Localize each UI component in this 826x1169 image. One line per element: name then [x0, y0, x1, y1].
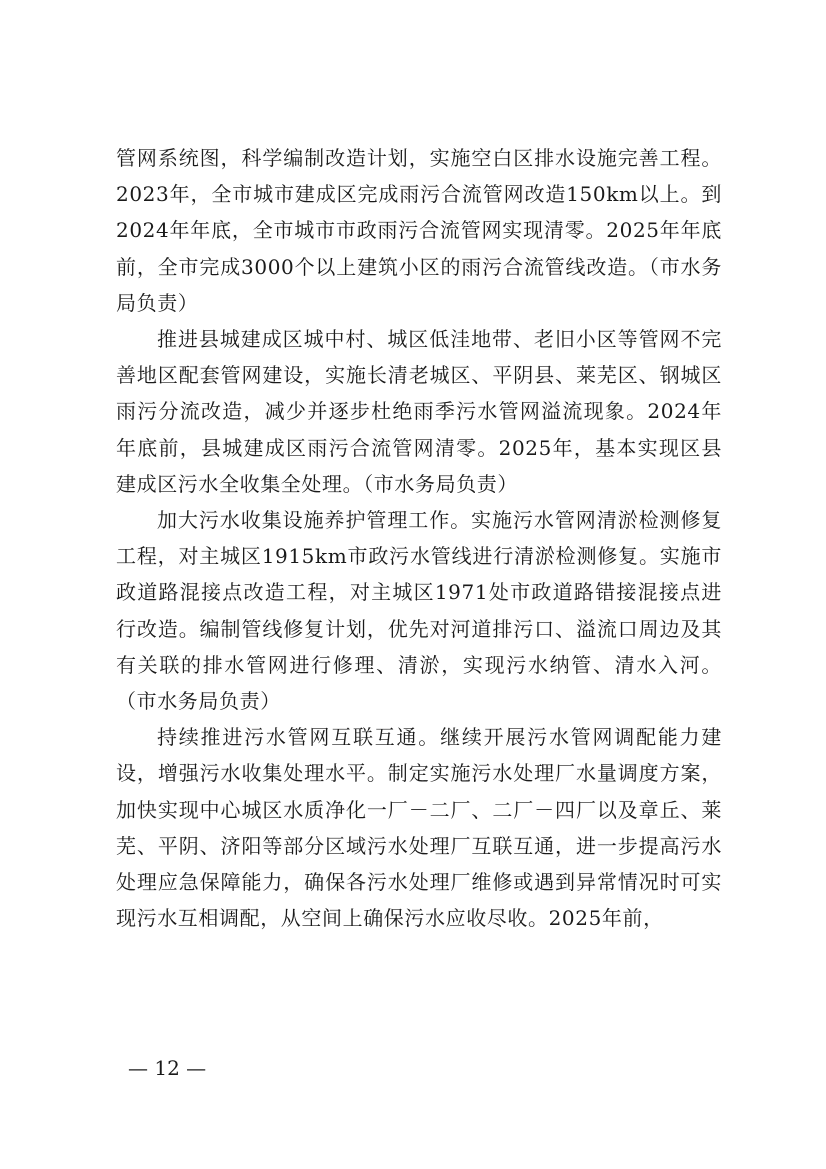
paragraph-interconnection: 持续推进污水管网互联互通。继续开展污水管网调配能力建设，增强污水收集处理水平。制定实施污水处理厂水量调度方案，加快实现中心城区水质净化一厂－二厂、二厂－四厂以及章丘、莱芜、平阴、济阳等部分区域污水处理厂互联互通，进一步提高污水处理应急保障能力，确保各污水处理厂维修或遇到异常情况时可实现污水互相调配，从空间上确保污水应收尽收。2025年前， [116, 725, 722, 931]
paragraph-continued: 管网系统图，科学编制改造计划，实施空白区排水设施完善工程。2023年，全市城市建成区完成雨污合流管网改造150km以上。到2024年年底，全市城市市政雨污合流管网实现清零。2025年年底前，全市完成3000个以上建筑小区的雨污合流管线改造。（市水务局负责） [116, 146, 722, 315]
page-number: — 12 — [128, 1056, 207, 1080]
paragraph-maintenance: 加大污水收集设施养护管理工作。实施污水管网清淤检测修复工程，对主城区1915km市政污水管线进行清淤检测修复。实施市政道路混接点改造工程，对主城区1971处市政道路错接混接点进行改造。编制管线修复计划，优先对河道排污口、溢流口周边及其有关联的排水管网进行修理、清淤，实现污水纳管、清水入河。（市水务局负责） [116, 508, 722, 714]
paragraph-county-pipe-network: 推进县城建成区城中村、城区低洼地带、老旧小区等管网不完善地区配套管网建设，实施长清老城区、平阴县、莱芜区、钢城区雨污分流改造，减少并逐步杜绝雨季污水管网溢流现象。2024年年底前，县城建成区雨污合流管网清零。2025年，基本实现区县建成区污水全收集全处理。（市水务局负责） [116, 327, 722, 496]
body-text [116, 140, 722, 936]
